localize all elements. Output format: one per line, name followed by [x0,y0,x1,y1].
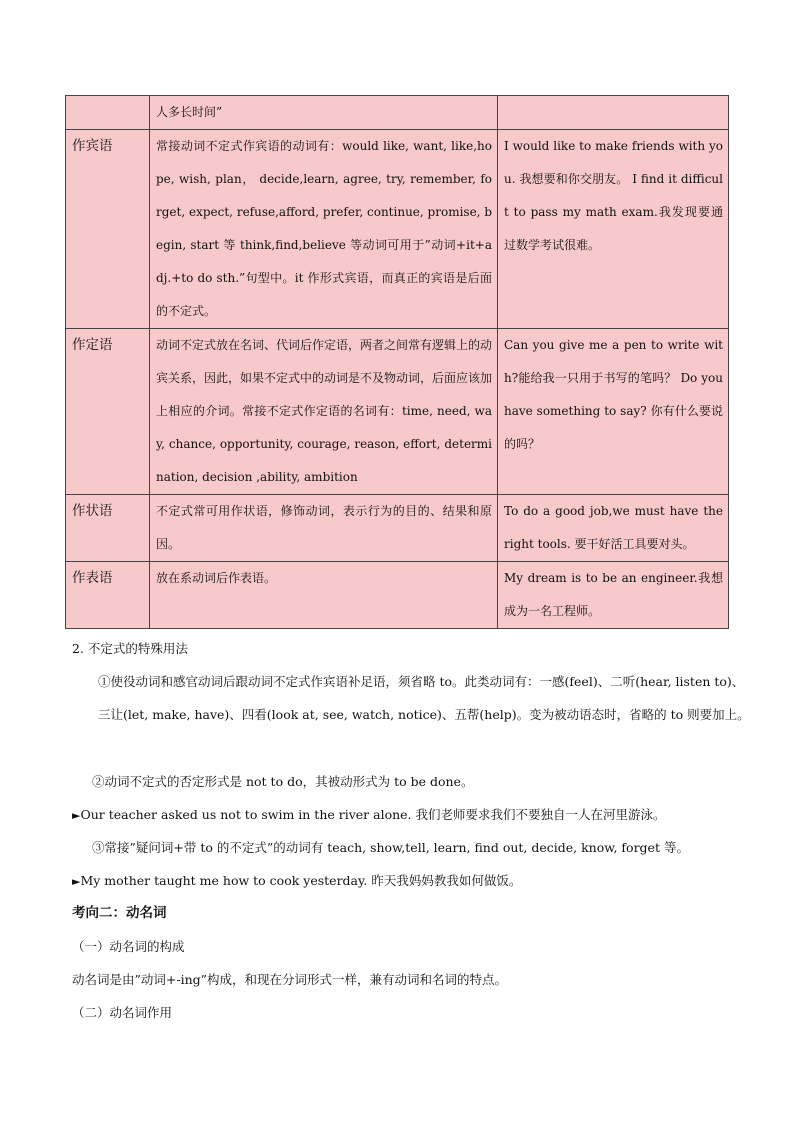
table-row [66,130,729,329]
table-cell-role [66,96,150,130]
table-cell-rule: 放在系动词后作表语。 [150,562,498,629]
table-cell-role: 作定语 [66,329,150,495]
example-sentence [72,798,732,832]
section-heading: 考向二：动名词 [72,905,167,921]
table-cell-rule: 动词不定式放在名词、代词后作定语，两者之间常有逻辑上的动宾关系，因此，如果不定式中的动词是不及物动词，后面应该加上相应的介词。常接不定式作定语的名词有：time, need, way, chance, opportunity, courage, reason, effort, determination, decision ,ability, ambition [150,329,498,495]
table-row [66,329,729,495]
arrow-icon: ► [72,809,81,822]
paragraph: ③常接”疑问词+带 to 的不定式”的动词有 teach, show,tell, learn, find out, decide, know, forget 等。 [92,840,689,855]
table-cell-example [498,96,729,130]
example-text: Our teacher asked us not to swim in the river alone. 我们老师要求我们不要独自一人在河里游泳。 [80,807,666,822]
paragraph: 动名词是由”动词+-ing”构成，和现在分词形式一样，兼有动词和名词的特点。 [72,972,508,987]
example-text: My mother taught me how to cook yesterday. 昨天我妈妈教我如何做饭。 [80,873,522,888]
table-cell-example: Can you give me a pen to write with?能给我一只用于书写的笔吗？ Do you have something to say? 你有什么要说的吗？ [498,329,729,495]
table-cell-role: 作状语 [66,495,150,562]
table-row [66,562,729,629]
table-row [66,495,729,562]
paragraph: ②动词不定式的否定形式是 not to do，其被动形式为 to be done。 [92,774,474,789]
table-cell-role: 作宾语 [66,130,150,329]
paragraph: ①使役动词和感官动词后跟动词不定式作宾语补足语，须省略 to。此类动词有：一感(feel)、二听(hear, listen to)、三让(let, make, have)、四看(look at, see, watch, notice)、五帮(help)。变为被动语态时，省略的 to 则要加上。 [98,674,750,722]
section-heading: 2. 不定式的特殊用法 [72,641,188,656]
table-cell-example: To do a good job,we must have the right tools. 要干好活工具要对头。 [498,495,729,562]
table-cell-rule: 不定式常可用作状语，修饰动词，表示行为的目的、结果和原因。 [150,495,498,562]
subheading: （二）动名词作用 [72,1005,173,1020]
table-cell-example: My dream is to be an engineer.我想成为一名工程师。 [498,562,729,629]
example-sentence [72,864,732,898]
infinitive-usage-table [65,95,729,629]
table-row [66,96,729,130]
table-cell-example: I would like to make friends with you. 我想要和你交朋友。 I find it difficult to pass my math exam.我发现要通过数学考试很难。 [498,130,729,329]
arrow-icon: ► [72,875,81,888]
table-cell-rule: 常接动词不定式作宾语的动词有：would like, want, like,hope, wish, plan， decide,learn, agree, try, remember, forget, expect, refuse,afford, prefer, continue, promise, begin, start 等 think,find,believe 等动词可用于”动词+it+adj.+to do sth.”句型中。it 作形式宾语，而真正的宾语是后面的不定式。 [150,130,498,329]
table-cell-role: 作表语 [66,562,150,629]
subheading: （一）动名词的构成 [72,939,185,954]
table-cell-rule: 人多长时间” [150,96,498,130]
